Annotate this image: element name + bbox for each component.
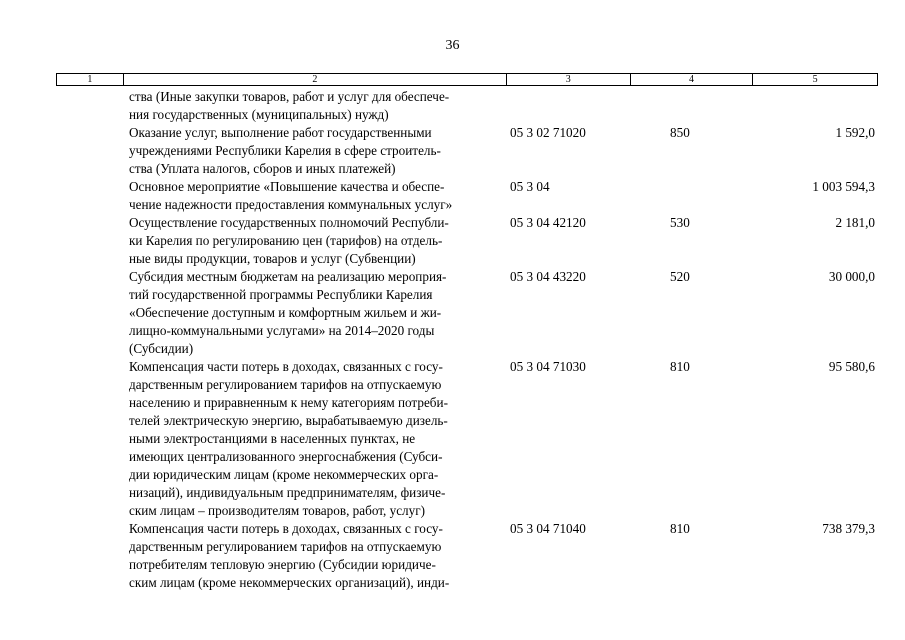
row-expense-type: 520 [670, 269, 690, 284]
table-row [0, 88, 905, 124]
header-col-4: 4 [631, 74, 754, 85]
table-row [0, 268, 905, 358]
row-description: Оказание услуг, выполнение работ государственными учреждениями Республики Карелия в сфере строитель- ства (Уплата налогов, сборов и иных платежей) [129, 125, 441, 176]
page-number: 36 [445, 38, 460, 53]
row-code: 05 3 04 [510, 179, 550, 194]
row-description: ства (Иные закупки товаров, работ и услуг для обеспече- ния государственных (муниципальных) нужд) [129, 89, 450, 122]
table-row [0, 214, 905, 268]
row-expense-type: 810 [670, 359, 690, 374]
table-body [0, 88, 905, 592]
header-col-5: 5 [812, 74, 818, 85]
row-description: Компенсация части потерь в доходах, связанных с госу- дарственным регулированием тарифов на отпускаемую населению и приравненным к нему категориям потреби- телей электрическую энергию, вырабатываемую дизель- ными электростанциями в населенных пунктах, не имеющих централизованного энергоснабжения (Субси- дии юридическим лицам (кроме некоммерческих орга- низаций), индивидуальным предпринимателям, физиче- ским лицам – производителям товаров, работ, услуг) [129, 359, 448, 518]
header-col-3: 3 [507, 74, 631, 85]
row-expense-type: 850 [670, 125, 690, 140]
row-amount: 2 181,0 [835, 215, 875, 230]
row-amount: 738 379,3 [822, 521, 875, 536]
row-amount: 1 592,0 [835, 125, 875, 140]
header-col-1: 1 [57, 74, 124, 85]
table-header [56, 73, 878, 86]
row-code: 05 3 04 43220 [510, 269, 586, 284]
row-code: 05 3 04 71040 [510, 521, 586, 536]
row-description: Основное мероприятие «Повышение качества и обеспе- чение надежности предоставления коммунальных услуг» [129, 179, 453, 212]
row-description: Компенсация части потерь в доходах, связанных с госу- дарственным регулированием тарифов на отпускаемую потребителям тепловую энергию (Субсидии юридиче- ским лицам (кроме некоммерческих организаций), инди- [129, 521, 450, 590]
row-amount: 1 003 594,3 [812, 179, 875, 194]
table-row [0, 124, 905, 178]
row-amount: 95 580,6 [828, 359, 875, 374]
table-row [0, 520, 905, 592]
header-col-2: 2 [124, 74, 507, 85]
row-expense-type: 810 [670, 521, 690, 536]
row-expense-type: 530 [670, 215, 690, 230]
table-row [0, 358, 905, 520]
row-description: Осуществление государственных полномочий Республи- ки Карелия по регулированию цен (тарифов) на отдель- ные виды продукции, товаров и услуг (Субвенции) [129, 215, 449, 266]
row-code: 05 3 04 42120 [510, 215, 586, 230]
row-description: Субсидия местным бюджетам на реализацию мероприя- тий государственной программы Республики Карелия «Обеспечение доступным и комфортным жильем и жи- лищно-коммунальными услугами» на 2014–2020 годы (Субсидии) [129, 269, 447, 356]
table-row [0, 178, 905, 214]
row-code: 05 3 04 71030 [510, 359, 586, 374]
row-code: 05 3 02 71020 [510, 125, 586, 140]
row-amount: 30 000,0 [828, 269, 875, 284]
